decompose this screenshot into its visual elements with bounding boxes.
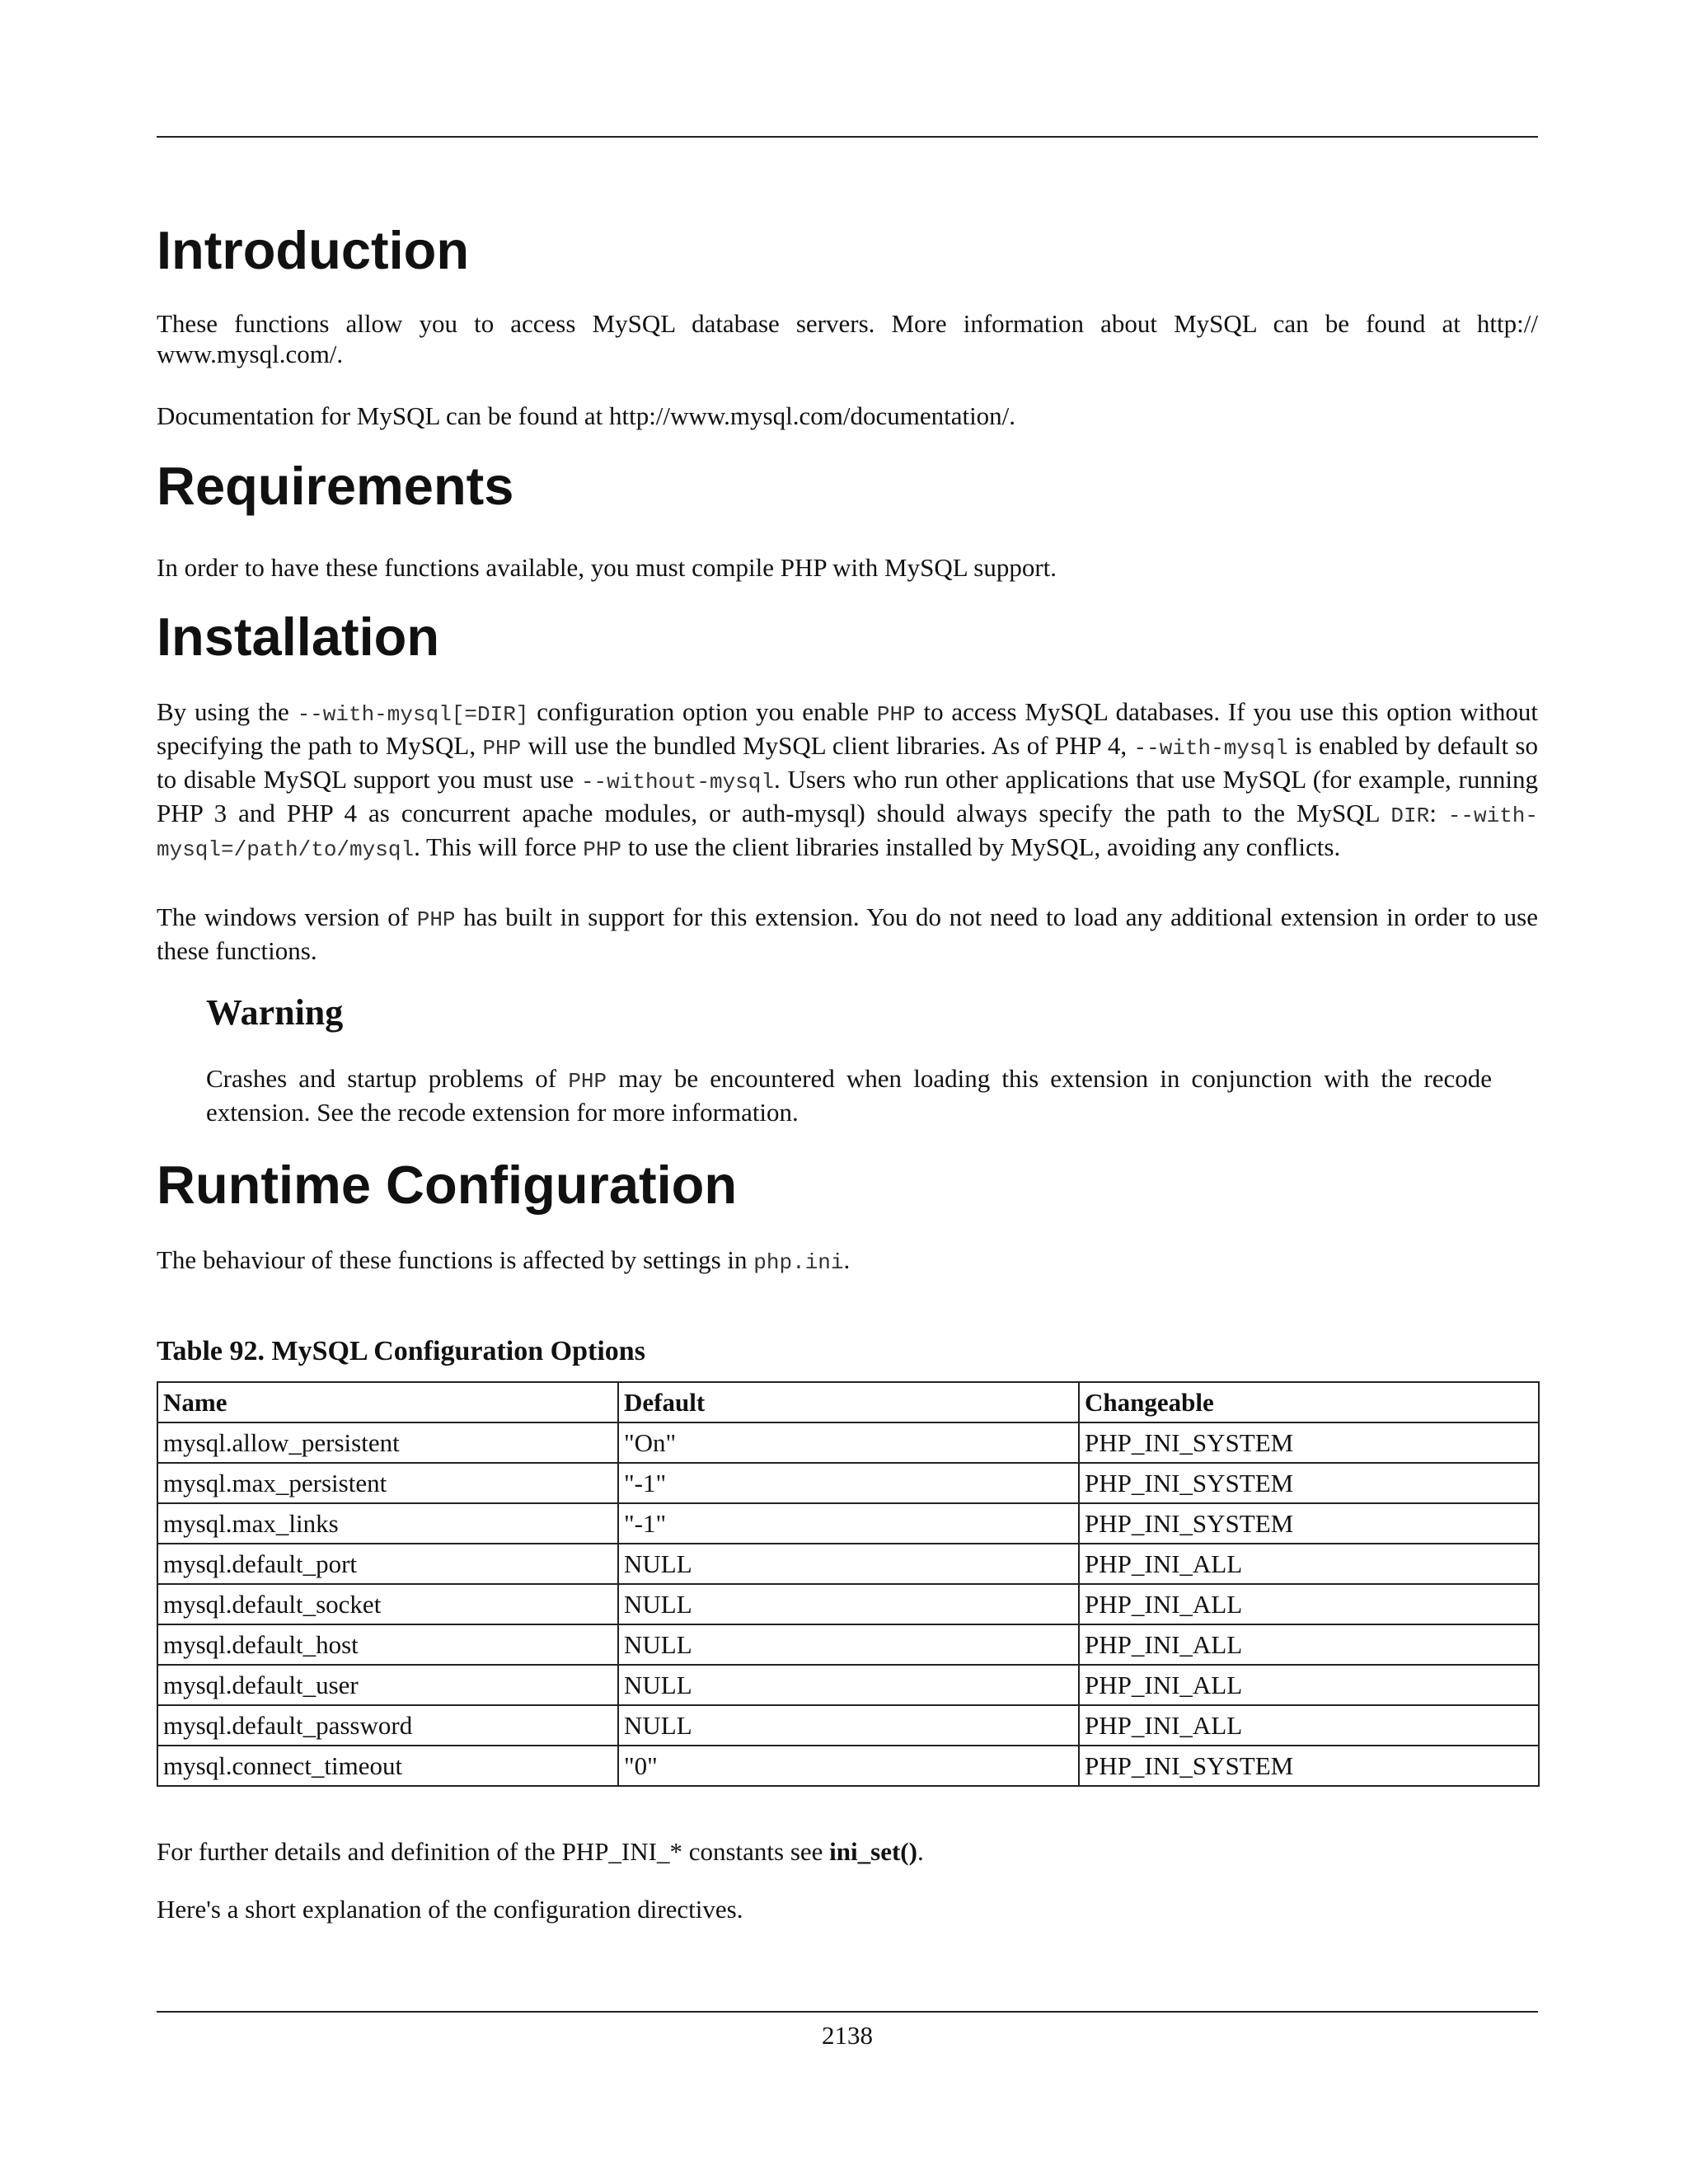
cell-default: "-1" xyxy=(618,1503,1079,1544)
cell-changeable: PHP_INI_SYSTEM xyxy=(1079,1463,1539,1503)
cell-changeable: PHP_INI_ALL xyxy=(1079,1705,1539,1746)
column-header-name: Name xyxy=(157,1382,618,1422)
table-row xyxy=(157,1584,1539,1624)
intro-paragraph-1: These functions allow you to access MySQL database servers. More information about MySQL can be found at http:// www.mysql.com/. xyxy=(157,309,1538,368)
heading-installation: Installation xyxy=(157,607,440,667)
inline-code: DIR xyxy=(1390,804,1430,828)
inline-code: PHP xyxy=(482,736,522,761)
table-row xyxy=(157,1422,1539,1463)
header-rule xyxy=(157,136,1538,138)
runtime-explanation-paragraph: Here's a short explanation of the configuration directives. xyxy=(157,1895,743,1924)
document-page xyxy=(157,0,1538,2184)
table-caption: Table 92. MySQL Configuration Options xyxy=(157,1336,645,1366)
cell-name: mysql.default_user xyxy=(157,1665,618,1705)
column-header-default: Default xyxy=(618,1382,1079,1422)
cell-changeable: PHP_INI_ALL xyxy=(1079,1665,1539,1705)
inline-code: PHP xyxy=(876,702,916,727)
cell-changeable: PHP_INI_SYSTEM xyxy=(1079,1422,1539,1463)
inline-code: --with-mysql xyxy=(1133,736,1288,761)
cell-name: mysql.default_socket xyxy=(157,1584,618,1624)
cell-name: mysql.connect_timeout xyxy=(157,1746,618,1786)
inline-code: PHP xyxy=(568,1069,607,1094)
cell-name: mysql.default_password xyxy=(157,1705,618,1746)
cell-name: mysql.default_port xyxy=(157,1544,618,1584)
cell-default: "On" xyxy=(618,1422,1079,1463)
table-row xyxy=(157,1463,1539,1503)
cell-changeable: PHP_INI_ALL xyxy=(1079,1584,1539,1624)
footer-rule xyxy=(157,2011,1538,2013)
cell-default: NULL xyxy=(618,1624,1079,1665)
table-row xyxy=(157,1665,1539,1705)
table-row xyxy=(157,1705,1539,1746)
inline-code: PHP xyxy=(416,907,456,932)
cell-name: mysql.max_links xyxy=(157,1503,618,1544)
page-number: 2138 xyxy=(822,2021,873,2050)
table-row xyxy=(157,1544,1539,1584)
table-row xyxy=(157,1503,1539,1544)
cell-default: "-1" xyxy=(618,1463,1079,1503)
inline-code: --with-mysql[=DIR] xyxy=(297,702,529,727)
ini-set-function-link[interactable]: ini_set() xyxy=(829,1837,917,1866)
cell-name: mysql.default_host xyxy=(157,1624,618,1665)
heading-requirements: Requirements xyxy=(157,456,514,516)
cell-changeable: PHP_INI_ALL xyxy=(1079,1544,1539,1584)
warning-body: Crashes and startup problems of PHP may be encountered when loading this extension in conjunction with the recode extension. See the recode extension for more information. xyxy=(206,1064,1492,1127)
cell-default: NULL xyxy=(618,1665,1079,1705)
cell-changeable: PHP_INI_SYSTEM xyxy=(1079,1503,1539,1544)
installation-paragraph-1: By using the --with-mysql[=DIR] configuration option you enable PHP to access MySQL databases. If you use this option without specifying the path to MySQL, PHP will use the bundled MySQL client libraries. As of PHP 4, --with-mysql is enabled by default so to disable MySQL support you must use --without-mysql. Users who run other applications that use MySQL (for example, running PHP 3 and PHP 4 as concurrent apache modules, or auth-mysql) should always specify the path to the MySQL DIR: --with-mysql=/path/to/mysql. This will force PHP to use the client libraries installed by MySQL, avoiding any conflicts. xyxy=(157,697,1538,862)
cell-changeable: PHP_INI_SYSTEM xyxy=(1079,1746,1539,1786)
heading-introduction: Introduction xyxy=(157,220,470,280)
warning-title: Warning xyxy=(206,992,344,1033)
cell-default: NULL xyxy=(618,1584,1079,1624)
runtime-paragraph: The behaviour of these functions is affected by settings in php.ini. xyxy=(157,1245,851,1275)
config-options-table xyxy=(157,1381,1540,1787)
table-row xyxy=(157,1746,1539,1786)
inline-code: --with-mysql=/path/to/mysql xyxy=(157,804,1538,862)
installation-paragraph-2: The windows version of PHP has built in support for this extension. You do not need to load any additional extension in order to use these functions. xyxy=(157,902,1538,965)
inline-code: --without-mysql xyxy=(580,770,774,794)
table-row xyxy=(157,1624,1539,1665)
runtime-details-paragraph: For further details and definition of the PHP_INI_* constants see ini_set(). xyxy=(157,1837,924,1866)
cell-name: mysql.allow_persistent xyxy=(157,1422,618,1463)
intro-paragraph-2: Documentation for MySQL can be found at http://www.mysql.com/documentation/. xyxy=(157,401,1016,430)
column-header-changeable: Changeable xyxy=(1079,1382,1539,1422)
table-header-row xyxy=(157,1382,1539,1422)
cell-default: "0" xyxy=(618,1746,1079,1786)
requirements-paragraph: In order to have these functions available, you must compile PHP with MySQL support. xyxy=(157,553,1057,582)
inline-code: PHP xyxy=(583,837,622,862)
inline-code: php.ini xyxy=(753,1250,844,1275)
cell-default: NULL xyxy=(618,1544,1079,1584)
cell-name: mysql.max_persistent xyxy=(157,1463,618,1503)
heading-runtime-configuration: Runtime Configuration xyxy=(157,1155,738,1215)
cell-default: NULL xyxy=(618,1705,1079,1746)
cell-changeable: PHP_INI_ALL xyxy=(1079,1624,1539,1665)
